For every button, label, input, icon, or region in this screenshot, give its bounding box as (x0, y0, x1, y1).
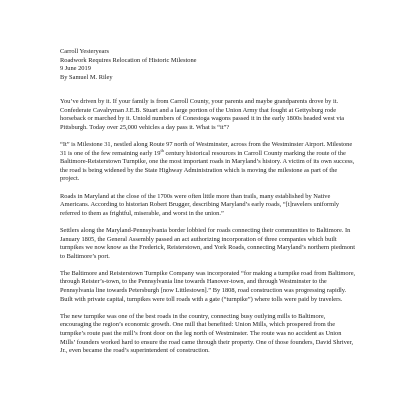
paragraph-5: The Baltimore and Reisterstown Turnpike Company was incorporated “for making a turnpike road from Baltimore, through Reister’s-town, to the Pennsylvania line towards Hanover-town, and through Westminster to the Pennsylvania line towards Petersburgh [now Littlestown].” By 1808, road construction was progressing rapidly. Built with private capital, turnpikes were toll roads with a gate (“turnpike”) where tolls were paid by travelers. (60, 269, 356, 303)
article-title: Roadwork Requires Relocation of Historic Milestone (60, 56, 197, 64)
ordinal-suffix: th (160, 147, 164, 153)
article-header (60, 48, 360, 82)
paragraph-6: The new turnpike was one of the best roads in the country, connecting busy outlying mills to Baltimore, encouraging the region’s economic growth. One mill that benefited: Union Mills, which prospered from the turnpike’s route past the mill’s front door on the leg north of Westminster. The route was no accident as Union Mills’ founders worked hard to ensure the road came through their property. One of those founders, David Shriver, Jr., even became the road’s superintendent of construction. (60, 312, 354, 355)
article-body (60, 98, 358, 364)
article-byline: By Samuel M. Riley (60, 73, 113, 81)
paragraph-2-text-b: century historical resources in Carroll County marking the route of the Baltimore-Reisterstown Turnpike, one the most important roads in Maryland’s history. A victim of its own success, the road is being widened by the State Highway Administration which is moving the milestone as part of the project. (60, 149, 355, 183)
paragraph-1: You’ve driven by it. If your family is from Carroll County, your parents and maybe grandparents drove by it. Confederate Cavalryman J.E.B. Stuart and a large portion of the Union Army that fought at Gettysburg rode horseback or marched by it. Untold numbers of Conestoga wagons passed it in the early 1800s headed west via Pittsburgh. Today over 25,000 vehicles a day pass it. What is “it”? (60, 98, 345, 131)
paragraph-4: Settlers along the Maryland-Pennsylvania border lobbied for roads connecting their communities to Baltimore. In January 1805, the General Assembly passed an act authorizing incorporation of three companies which built turnpikes we now know as the Frederick, Reisterstown, and York Roads, connecting Maryland’s northern piedmont to Baltimore’s port. (60, 226, 355, 260)
paragraph-2-text-a: “It” is Milestone 31, nestled along Route 97 north of Westminster, across from the Westminster Airport. Milestone 31 is one of the few remaining early 19 (60, 140, 353, 157)
article-date: 9 June 2019 (60, 65, 91, 73)
paragraph-3: Roads in Maryland at the close of the 1700s were often little more than trails, many established by Native Americans. According to historian Robert Brugger, describing Maryland’s early roads, “[t]ravelers uniformly referred to them as frightful, miserable, and worst in the union.” (60, 192, 340, 217)
column-name: Carroll Yesteryears (60, 48, 109, 55)
paragraph-2 (60, 141, 358, 184)
